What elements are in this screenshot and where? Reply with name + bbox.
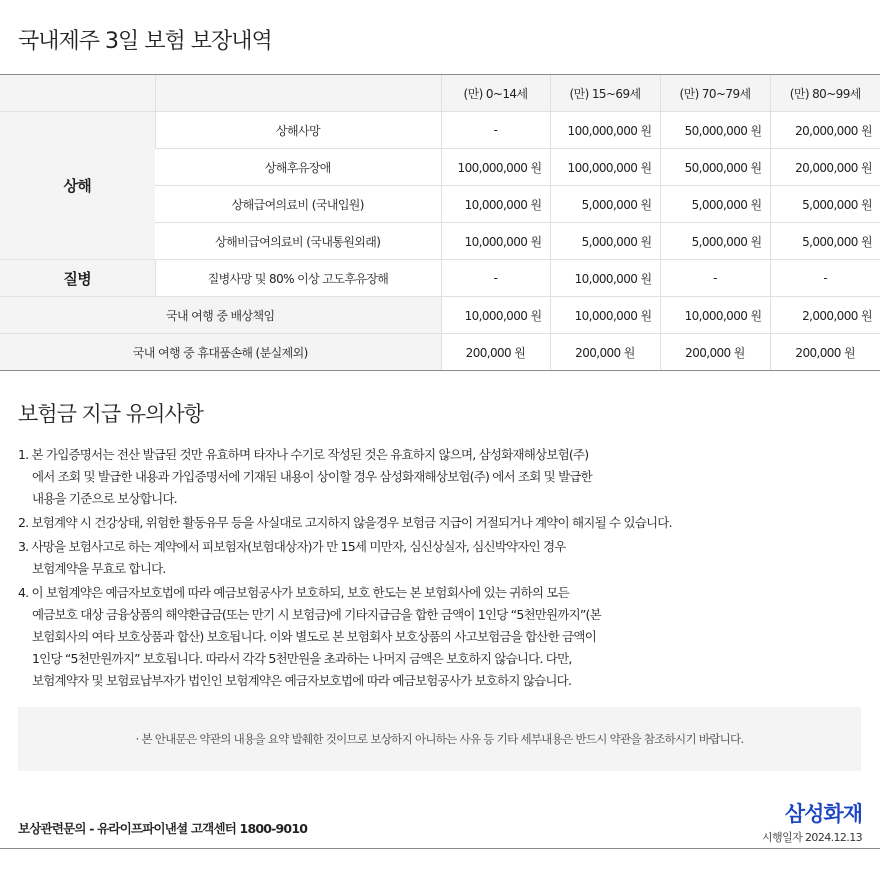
table-row (0, 112, 880, 149)
disclaimer-text: · 본 안내문은 약관의 내용을 요약 발췌한 것이므로 보상하지 아니하는 사유 등 기타 세부내용은 반드시 약관을 참조하시기 바랍니다. (135, 732, 744, 746)
cell-value: 5,000,000 원 (770, 223, 880, 260)
cell-value: 50,000,000 원 (660, 112, 770, 149)
cell-value: 100,000,000 원 (550, 149, 660, 186)
cell-value: 100,000,000 원 (550, 112, 660, 149)
notice-item (18, 512, 873, 534)
section-title: 보험금 지급 유의사항 (18, 402, 203, 426)
disclaimer-box (18, 707, 861, 771)
header-blank (155, 75, 441, 112)
cell-value: 200,000 원 (660, 334, 770, 371)
notice-line: 1. 본 가입증명서는 전산 발급된 것만 유효하며 타자나 수기로 작성된 것은 유효하지 않으며, 삼성화재해상보험(주) (18, 447, 589, 462)
cell-value: 20,000,000 원 (770, 112, 880, 149)
notice-line: 1인당 “5천만원까지” 보호됩니다. 따라서 각각 5천만원을 초과하는 나머지 금액은 보호하지 않습니다. 다만, (32, 651, 572, 666)
cell-value: 200,000 원 (550, 334, 660, 371)
cell-value: 200,000 원 (441, 334, 550, 371)
cell-value: 5,000,000 원 (770, 186, 880, 223)
notice-line: 보험회사의 여타 보호상품과 합산) 보호됩니다. 이와 별도로 본 보험회사 보호상품의 사고보험금을 합산한 금액이 (32, 629, 596, 644)
cell-value: 10,000,000 원 (550, 260, 660, 297)
column-header: (만) 80~99세 (770, 75, 880, 112)
cell-value: - (441, 260, 550, 297)
column-header: (만) 0~14세 (441, 75, 550, 112)
cell-value: 10,000,000 원 (441, 223, 550, 260)
notice-line: 2. 보험계약 시 건강상태, 위험한 활동유무 등을 사실대로 고지하지 않을경우 보험금 지급이 거절되거나 계약이 해지될 수 있습니다. (18, 515, 672, 530)
table-row (0, 334, 880, 371)
notice-item (18, 444, 873, 510)
cell-value: 5,000,000 원 (660, 186, 770, 223)
row-label: 상해급여의료비 (국내입원) (155, 186, 441, 223)
row-label: 국내 여행 중 휴대품손해 (분실제외) (0, 334, 441, 371)
coverage-table (0, 75, 880, 371)
column-header: (만) 15~69세 (550, 75, 660, 112)
cell-value: 10,000,000 원 (550, 297, 660, 334)
notice-line: 내용을 기준으로 보상합니다. (32, 491, 177, 506)
cell-value: 2,000,000 원 (770, 297, 880, 334)
brand-logo: 삼성화재 (784, 802, 862, 826)
cell-value: 20,000,000 원 (770, 149, 880, 186)
cell-value: 10,000,000 원 (660, 297, 770, 334)
notice-line: 4. 이 보험계약은 예금자보호법에 따라 예금보험공사가 보호하되, 보호 한도는 본 보험회사에 있는 귀하의 모든 (18, 585, 569, 600)
issue-date: 시행일자 2024.12.13 (762, 831, 862, 844)
divider (0, 848, 880, 849)
contact-info: 보상관련문의 - 유라이프파이낸셜 고객센터 1800-9010 (18, 821, 308, 836)
cell-value: - (770, 260, 880, 297)
notice-item (18, 536, 873, 580)
cell-value: 200,000 원 (770, 334, 880, 371)
cell-value: 50,000,000 원 (660, 149, 770, 186)
notice-line: 에서 조회 및 발급한 내용과 가입증명서에 기재된 내용이 상이할 경우 삼성화재해상보험(주) 에서 조회 및 발급한 (32, 469, 592, 484)
page-title: 국내제주 3일 보험 보장내역 (18, 29, 272, 54)
row-label: 상해사망 (155, 112, 441, 149)
cell-value: - (660, 260, 770, 297)
cell-value: 5,000,000 원 (660, 223, 770, 260)
table-header-row (0, 75, 880, 112)
cell-value: - (441, 112, 550, 149)
cell-value: 5,000,000 원 (550, 186, 660, 223)
column-header: (만) 70~79세 (660, 75, 770, 112)
row-label: 상해비급여의료비 (국내통원외래) (155, 223, 441, 260)
table-row (0, 297, 880, 334)
header-blank (0, 75, 155, 112)
cell-value: 10,000,000 원 (441, 186, 550, 223)
group-label: 상해 (0, 112, 155, 260)
notice-item (18, 582, 873, 692)
notice-line: 예금보호 대상 금융상품의 해약환급금(또는 만기 시 보험금)에 기타지급금을 합한 금액이 1인당 “5천만원까지”(본 (32, 607, 601, 622)
cell-value: 10,000,000 원 (441, 297, 550, 334)
row-label: 국내 여행 중 배상책임 (0, 297, 441, 334)
table-row (0, 260, 880, 297)
row-label: 상해후유장애 (155, 149, 441, 186)
row-label: 질병사망 및 80% 이상 고도후유장해 (155, 260, 441, 297)
notice-line: 보험계약자 및 보험료납부자가 법인인 보험계약은 예금자보호법에 따라 예금보험공사가 보호하지 않습니다. (32, 673, 572, 688)
group-label: 질병 (0, 260, 155, 297)
notice-list (18, 444, 873, 694)
cell-value: 5,000,000 원 (550, 223, 660, 260)
notice-line: 보험계약을 무효로 합니다. (32, 561, 166, 576)
notice-line: 3. 사망을 보험사고로 하는 계약에서 피보험자(보험대상자)가 만 15세 미만자, 심신상실자, 심신박약자인 경우 (18, 539, 566, 554)
cell-value: 100,000,000 원 (441, 149, 550, 186)
